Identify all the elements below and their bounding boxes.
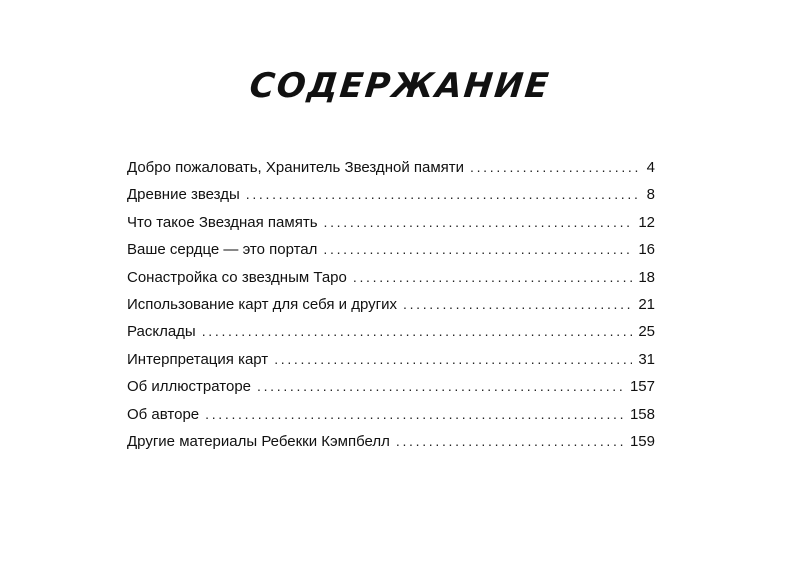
table-of-contents (127, 154, 655, 455)
toc-entry (127, 181, 655, 208)
toc-entry-page: 157 (629, 378, 655, 396)
toc-entry-label: Интерпретация карт (127, 350, 269, 368)
toc-entry-page: 159 (629, 432, 655, 450)
toc-entry-label: Что такое Звездная память (127, 213, 318, 231)
dot-leader (396, 428, 624, 455)
toc-entry-page: 16 (638, 241, 655, 259)
toc-entry (127, 291, 655, 318)
dot-leader (202, 318, 633, 345)
toc-entry-page: 8 (646, 186, 655, 204)
toc-entry (127, 346, 655, 373)
toc-entry (127, 401, 655, 428)
toc-entry (127, 318, 655, 345)
dot-leader (257, 373, 624, 400)
toc-entry-label: Об иллюстраторе (127, 378, 252, 396)
dot-leader (246, 181, 641, 208)
dot-leader (403, 291, 632, 318)
toc-entry (127, 264, 655, 291)
toc-entry (127, 428, 655, 455)
toc-entry-label: Ваше сердце — это портал (127, 241, 318, 259)
toc-entry-page: 21 (638, 295, 655, 313)
dot-leader (353, 264, 632, 291)
toc-entry-label: Сонастройка со звездным Таро (127, 268, 347, 286)
page-title: СОДЕРЖАНИЕ (247, 66, 553, 106)
toc-entry-label: Другие материалы Ребекки Кэмпбелл (127, 432, 390, 450)
toc-entry-page: 25 (638, 323, 655, 341)
toc-entry-label: Добро пожаловать, Хранитель Звездной памяти (127, 159, 465, 176)
toc-entry-label: Об авторе (127, 405, 200, 423)
dot-leader (323, 236, 632, 263)
toc-entry-label: Древние звезды (127, 186, 240, 204)
toc-entry-page: 12 (638, 213, 655, 231)
toc-entry-page: 31 (638, 350, 655, 368)
toc-entry (127, 236, 655, 263)
toc-entry-page: 18 (638, 268, 655, 286)
dot-leader (205, 401, 624, 428)
toc-entry (127, 154, 655, 181)
toc-entry-label: Расклады (127, 323, 196, 341)
toc-entry (127, 209, 655, 236)
toc-entry-page: 4 (646, 159, 655, 176)
dot-leader (274, 346, 632, 373)
dot-leader (470, 154, 641, 181)
toc-entry (127, 373, 655, 400)
toc-entry-page: 158 (629, 405, 655, 423)
toc-entry-label: Использование карт для себя и других (127, 295, 397, 313)
dot-leader (324, 209, 633, 236)
